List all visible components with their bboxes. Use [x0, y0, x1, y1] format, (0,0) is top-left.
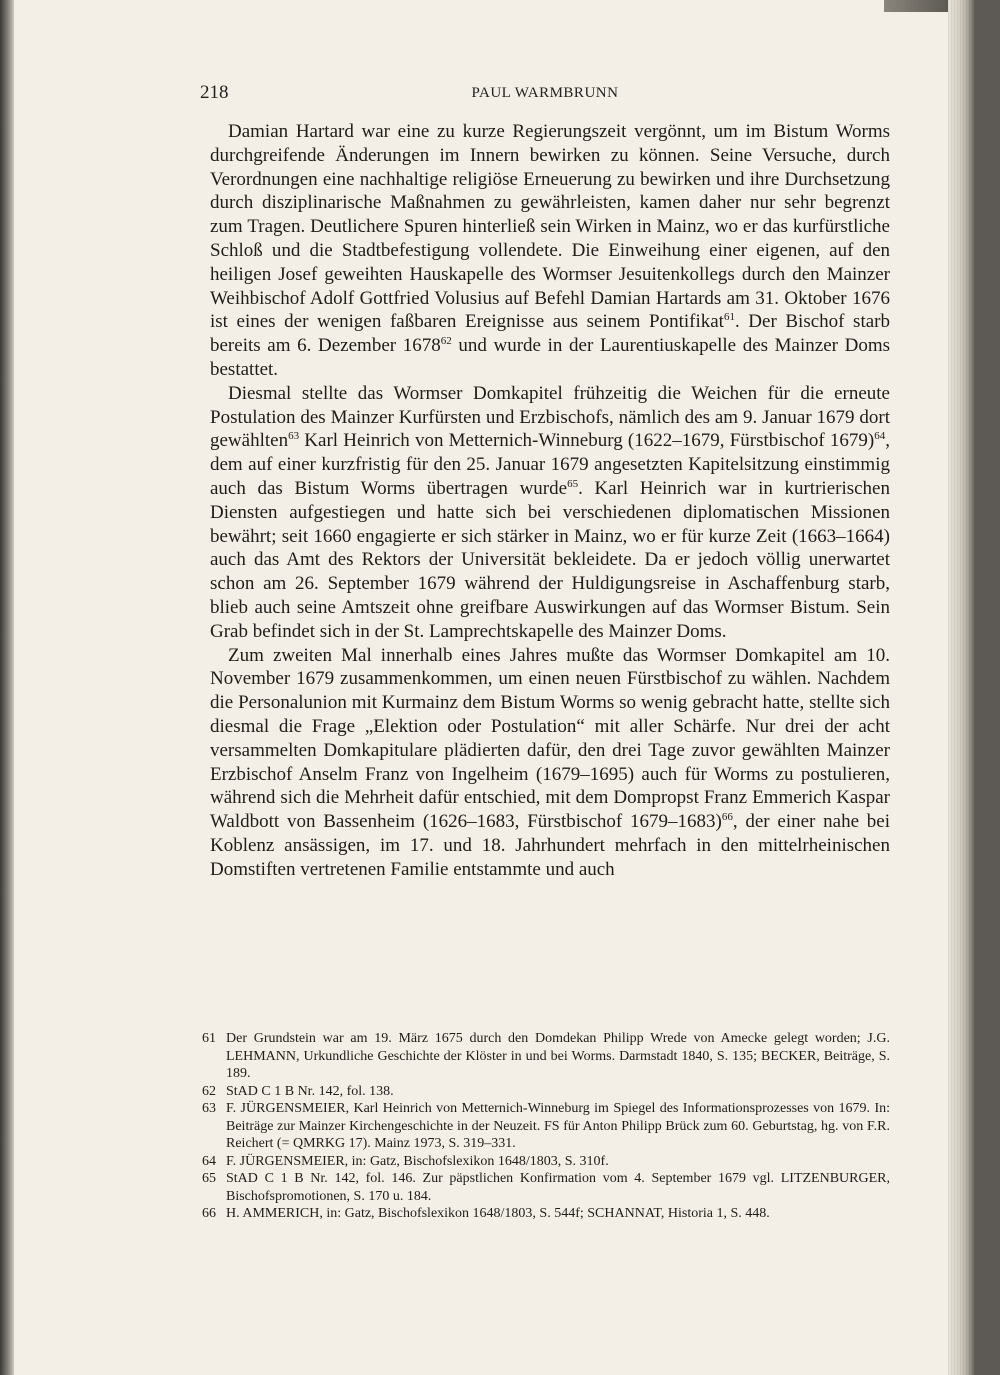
paragraph: [210, 644, 890, 882]
footnote-text: StAD C 1 B Nr. 142, fol. 146. Zur päpstlichen Konfirmation vom 4. September 1679 vgl. LITZENBURGER, Bischofspromotionen, S. 170 u. 184.: [226, 1171, 890, 1204]
footnote: [202, 1170, 890, 1205]
footnote: [202, 1083, 890, 1101]
footnote-number: 66: [202, 1206, 216, 1221]
footnote: [202, 1205, 890, 1223]
footnote-text: Der Grundstein war am 19. März 1675 durch den Domdekan Philipp Wrede von Amecke gelegt worden; J.G. LEHMANN, Urkundliche Geschichte der Klöster in und bei Worms. Darmstadt 1840, S. 135; BECKER, Beiträge, S. 189.: [226, 1031, 890, 1081]
footnote-text: F. JÜRGENSMEIER, Karl Heinrich von Metternich-Winneburg im Spiegel des Informationsprozesses von 1679. In: Beiträge zur Mainzer Kirchengeschichte in der Neuzeit. FS für Anton Philipp Brück zum 60. Geburtstag, hg. von F.R. Reichert (= QMRKG 17). Mainz 1973, S. 319–331.: [226, 1101, 890, 1151]
footnote-number: 65: [202, 1171, 216, 1186]
paragraph: [210, 120, 890, 382]
footnote-number: 63: [202, 1101, 216, 1116]
footnote-text: F. JÜRGENSMEIER, in: Gatz, Bischofslexikon 1648/1803, S. 310f.: [226, 1153, 609, 1169]
paragraph-text: , der einer nahe bei Koblenz ansässigen, im 17. und 18. Jahrhundert mehrfach in den mittelrheinischen Domstiften vertretenen Familie entstammte und auch: [210, 811, 890, 880]
footnote-reference: 62: [440, 335, 452, 348]
paragraph: [210, 382, 890, 644]
paragraph-text: Karl Heinrich von Metternich-Winneburg (1622–1679, Fürstbischof 1679): [299, 430, 875, 452]
book-spine: [0, 0, 14, 1375]
running-head: [200, 82, 890, 106]
footnote-number: 61: [202, 1031, 216, 1046]
footnote: [202, 1100, 890, 1153]
book-page: [14, 0, 974, 1375]
footnote-number: 64: [202, 1153, 216, 1169]
footnote-reference: 65: [567, 477, 579, 490]
paragraph-text: Zum zweiten Mal innerhalb eines Jahres mußte das Wormser Domkapitel am 10. November 1679 zusammenkommen, um einen neuen Fürstbischof zu wählen. Nachdem die Personalunion mit Kurmainz dem Bistum Worms so wenig gebracht hatte, stellte sich diesmal die Frage „Elektion oder Postulation“ mit aller Schärfe. Nur drei der acht versammelten Domkapitulare plädierten dafür, den drei Tage zuvor gewählten Mainzer Erzbischof Anselm Franz von Ingelheim (1679–1695) auch für Worms zu postulieren, während sich die Mehrheit dafür entschied, mit dem Dompropst Franz Emmerich Kaspar Waldbott von Bassenheim (1626–1683, Fürstbischof 1679–1683): [210, 644, 890, 833]
paragraph-text: Diesmal stellte das Wormser Domkapitel frühzeitig die Weichen für die erneute Postulation des Mainzer Kurfürsten und Erzbischofs, nämlich des am 9. Januar 1679 dort gewählten: [210, 382, 890, 452]
page-fore-edge: [948, 0, 974, 1375]
paragraph-text: Damian Hartard war eine zu kurze Regierungszeit vergönnt, um im Bistum Worms durchgreifende Änderungen im Innern bewirken zu können. Seine Versuche, durch Verordnungen eine nachhaltige religiöse Erneuerung zu bewirken und ihre Durchsetzung durch disziplinarische Maßnahmen zu gewährleisten, kamen daher nur sehr begrenzt zum Tragen. Deutlichere Spuren hinterließ sein Wirken in Mainz, wo er das kurfürstliche Schloß und die Stadtbefestigung vollendete. Die Einweihung einer eigenen, auf den heiligen Josef geweihten Hauskapelle des Wormser Jesuitenkollegs durch den Mainzer Weihbischof Adolf Gottfried Volusius auf Befehl Damian Hartards am 31. Oktober 1676 ist eines der wenigen faßbaren Ereignisse aus seinem Pontifikat: [210, 121, 890, 333]
footnote-text: StAD C 1 B Nr. 142, fol. 138.: [226, 1083, 394, 1099]
footnote: [202, 1153, 890, 1171]
footnote-number: 62: [202, 1083, 216, 1099]
paragraph-text: . Karl Heinrich war in kurtrierischen Diensten aufgestiegen und hatte sich bei verschiedenen diplomatischen Missionen bewährt; seit 1660 engagierte er sich stärker in Mainz, wo er für kurze Zeit (1663–1664) auch das Amt des Rektors der Universität bekleidete. Da er jedoch völlig unerwartet schon am 26. September 1679 während der Huldigungsreise in Aschaffenburg starb, blieb auch seine Amtszeit ohne greifbare Auswirkungen auf das Wormser Bistum. Sein Grab befindet sich in der St. Lamprechtskapelle des Mainzer Doms.: [210, 477, 890, 642]
paragraph-text: . Der Bischof starb bereits am 6. Dezember 1678: [210, 311, 890, 357]
footnote-reference: 66: [721, 811, 733, 824]
footnote: [202, 1030, 890, 1083]
footnote-reference: 63: [288, 430, 300, 443]
footnote-reference: 64: [874, 430, 886, 443]
footnotes: [202, 1030, 890, 1223]
footnote-reference: 61: [723, 311, 735, 324]
paragraph-text: und wurde in der Laurentiuskapelle des Mainzer Doms bestattet.: [210, 335, 890, 380]
footnote-text: H. AMMERICH, in: Gatz, Bischofslexikon 1648/1803, S. 544f; SCHANNAT, Historia 1, S. 448.: [226, 1206, 770, 1221]
running-title: PAUL WARMBRUNN: [471, 85, 619, 101]
body-text: [210, 120, 890, 882]
page-number: 218: [200, 82, 229, 103]
paragraph-text: , dem auf einer kurzfristig für den 25. Januar 1679 angesetzten Kapitelsitzung einstimmig auch das Bistum Worms übertragen wurde: [210, 430, 890, 499]
